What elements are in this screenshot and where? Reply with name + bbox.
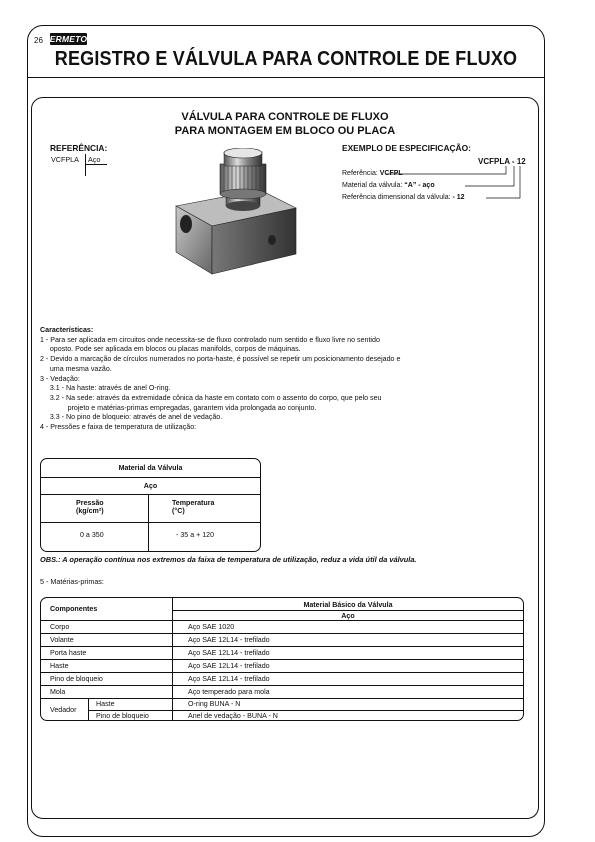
component-name: Mola (50, 688, 66, 696)
table-rule (148, 494, 149, 552)
characteristics-line: 4 - Pressões e faixa de temperatura de utilização: (40, 423, 197, 432)
obs-note: OBS.: A operação contínua nos extremos da faixa de temperatura de utilização, reduz a vida útil da válvula. (40, 555, 417, 564)
table-rule (40, 698, 524, 699)
reference-label: REFERÊNCIA: (50, 143, 108, 153)
reference-divider (85, 154, 86, 176)
table-rule (40, 477, 261, 478)
component-material: Aço SAE 12L14 - trefilado (188, 636, 270, 644)
table-rule (40, 672, 524, 673)
reference-leader (85, 164, 107, 165)
table-rule (40, 522, 261, 523)
product-title-line1: VÁLVULA PARA CONTROLE DE FLUXO (181, 111, 389, 123)
spec-example-label: EXEMPLO DE ESPECIFICAÇÃO: (342, 143, 471, 153)
characteristics-line: uma mesma vazão. (40, 364, 112, 373)
spec-dimension-label: Referência dimensional da válvula: (342, 194, 453, 201)
characteristics-line: 3.1 - Na haste: através de anel O-ring. (40, 384, 171, 393)
table-rule (40, 646, 524, 647)
title-divider (27, 77, 545, 78)
component-material: Aço SAE 12L14 - trefilado (188, 662, 270, 670)
vedador-label: Vedador (50, 706, 77, 714)
component-material: Aço temperado para mola (188, 688, 270, 696)
pressure-table-title: Material da Válvula (118, 464, 183, 472)
component-material: Aço SAE 12L14 - trefilado (188, 675, 270, 683)
vedador-material-haste: O-ring BUNA - N (188, 700, 241, 708)
table-rule (40, 620, 524, 621)
component-name: Pino de bloqueio (50, 675, 103, 683)
component-material: Aço SAE 1020 (188, 623, 235, 631)
materials-heading: 5 - Matérias-primas: (40, 577, 104, 586)
component-name: Corpo (50, 623, 70, 631)
spec-example-code: VCFPLA - 12 (478, 157, 526, 166)
temperature-header (172, 499, 214, 515)
pressure-header-line1: Pressão (76, 499, 104, 507)
vedador-material-pino: Anel de vedação - BUNA - N (188, 712, 278, 720)
characteristics-line: 1 - Para ser aplicada em circuitos onde necessita-se de fluxo controlado num sentido e fluxo livre no sentido (40, 335, 380, 344)
characteristics-line: 3.2 - Na sede: através da extremidade cônica da haste em contato com o assento do corpo, que pelo seu (40, 393, 382, 402)
vedador-sub-haste: Haste (96, 700, 115, 708)
table-rule (172, 610, 524, 611)
temperature-header-line2: (°C) (172, 507, 185, 515)
table-rule (40, 633, 524, 634)
product-title (31, 110, 539, 138)
characteristics-line: 3 - Vedação: (40, 374, 80, 383)
page-number: 26 (34, 36, 43, 45)
table-rule (40, 659, 524, 660)
spec-leader-lines (380, 164, 530, 204)
vedador-sub-pino: Pino de bloqueio (96, 712, 149, 720)
characteristics-line: 2 - Devido a marcação de círculos numerados no porta-haste, é possível se repetir um posicionamento desejado e (40, 355, 401, 364)
page-title: REGISTRO E VÁLVULA PARA CONTROLE DE FLUXO (54, 48, 518, 70)
material-header: Material Básico da Válvula (303, 601, 393, 609)
table-rule (40, 685, 524, 686)
spec-material-value: “A” - aço (404, 182, 435, 189)
characteristics-section (40, 326, 510, 433)
valve-image (168, 148, 306, 278)
component-name: Volante (50, 636, 74, 644)
temperature-header-line1: Temperatura (172, 499, 215, 507)
product-title-line2: PARA MONTAGEM EM BLOCO OU PLACA (174, 125, 396, 137)
table-rule (40, 494, 261, 495)
reference-code: VCFPLA (51, 155, 79, 164)
ermeto-logo: ERMETO (49, 34, 88, 44)
material-subheader: Aço (341, 612, 355, 620)
temperature-value: - 35 a + 120 (176, 531, 215, 539)
pressure-header-line2: (kg/cm²) (76, 507, 104, 515)
characteristics-line: oposto. Pode ser aplicada em blocos ou placas manifolds, corpos de máquinas. (40, 345, 301, 354)
characteristics-heading: Características: (40, 326, 94, 334)
pressure-table (40, 458, 261, 552)
pressure-header (76, 499, 104, 515)
characteristics-line: projeto e matérias-primas empregadas, garantem vida prolongada ao conjunto. (40, 403, 317, 412)
characteristics-line: 3.3 - No pino de bloqueio: através de anel de vedação. (40, 413, 223, 422)
spec-material-label: Material da válvula: (342, 182, 405, 189)
pressure-value: 0 a 350 (80, 531, 104, 539)
spec-reference-label: Referência: (342, 170, 380, 177)
component-name: Haste (50, 662, 69, 670)
spec-reference-value: VCFPL (379, 170, 403, 177)
component-material: Aço SAE 12L14 - trefilado (188, 649, 270, 657)
table-rule (88, 698, 89, 721)
components-header: Componentes (50, 605, 98, 613)
component-name: Porta haste (50, 649, 87, 657)
spec-dimension-value: - 12 (452, 194, 465, 201)
table-rule (88, 710, 524, 711)
reference-material: Aço (88, 155, 101, 164)
pressure-table-material: Aço (143, 482, 158, 490)
